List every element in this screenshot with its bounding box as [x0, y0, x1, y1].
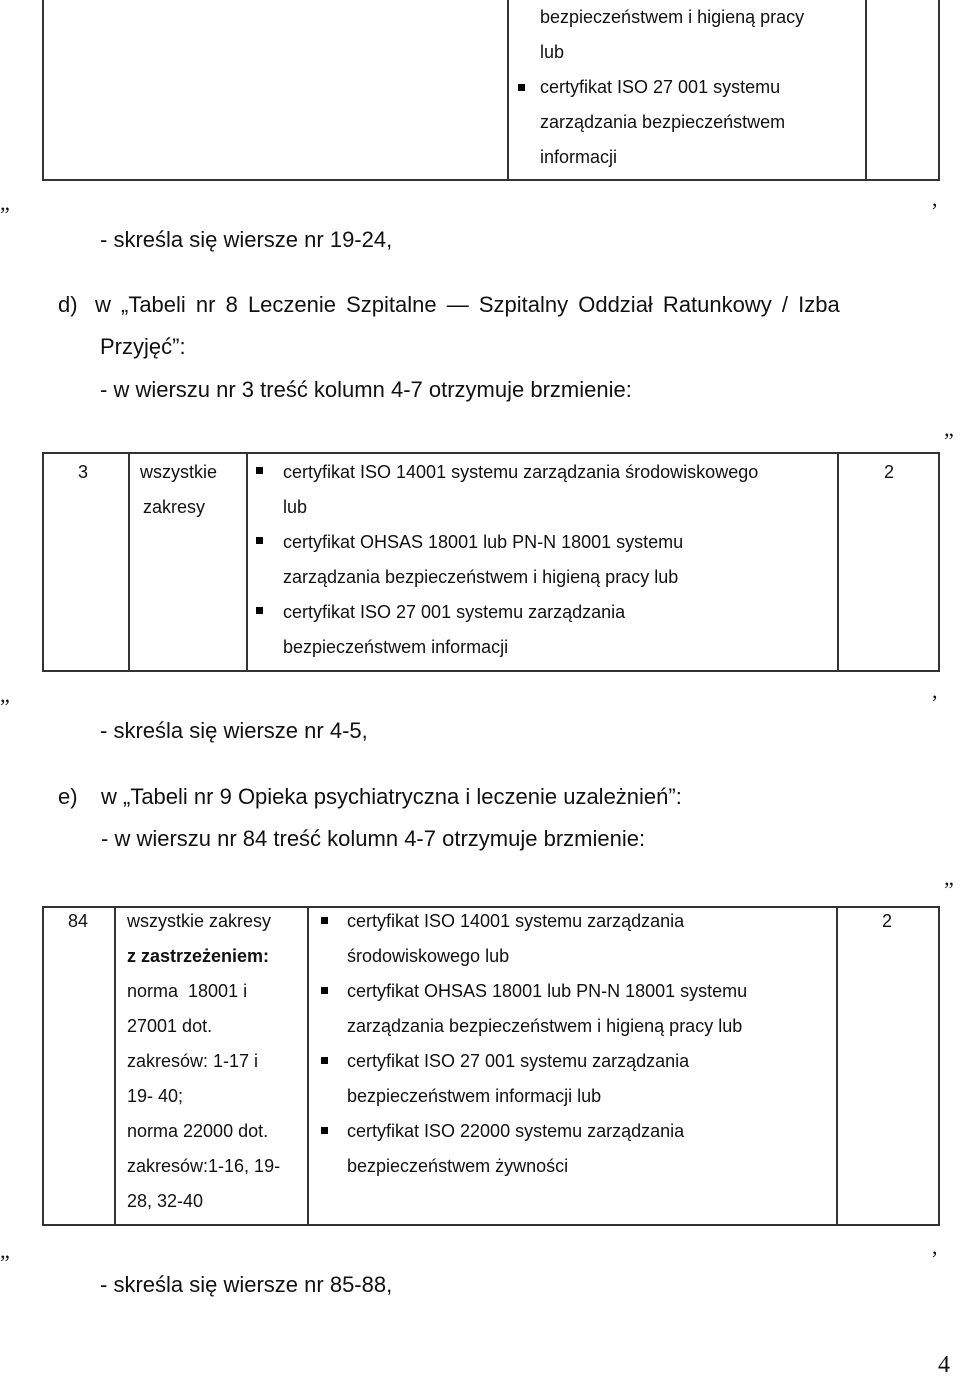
top-table-line: certyfikat ISO 27 001 systemu: [540, 70, 804, 105]
table3-line: zarządzania bezpieczeństwem i higieną pracy lub: [347, 1016, 743, 1036]
bullet-square-icon: [256, 537, 263, 544]
table3-scope-line: wszystkie zakresy: [127, 911, 272, 931]
top-table-line: bezpieczeństwem i higieną pracy: [540, 7, 805, 27]
table2-points: 2: [884, 462, 895, 482]
table3-scope: [127, 904, 280, 1219]
item-d-label: d): [58, 292, 78, 317]
bullet-square-icon: [321, 917, 328, 924]
table3-scope-line-bold: z zastrzeżeniem:: [127, 946, 270, 966]
bullet-square-icon: [256, 467, 263, 474]
paragraph-delete-rows-4-5: - skreśla się wiersze nr 4-5,: [100, 718, 368, 743]
table2-line: certyfikat OHSAS 18001 lub PN-N 18001 systemu: [283, 525, 758, 560]
paragraph-delete-rows-85-88: - skreśla się wiersze nr 85-88,: [100, 1272, 393, 1297]
table2-scope-line: wszystkie: [140, 462, 218, 482]
table3-line: certyfikat ISO 27 001 systemu zarządzania: [347, 1044, 747, 1079]
table3-line: certyfikat ISO 22000 systemu zarządzania: [347, 1114, 747, 1149]
table2-row-number: 3: [78, 462, 89, 482]
top-table-content: [540, 0, 804, 175]
close-quote-mark: ”: [944, 877, 954, 902]
table3-line: środowiskowego lub: [347, 946, 510, 966]
item-e-line2: - w wierszu nr 84 treść kolumn 4-7 otrzymuje brzmienie:: [101, 826, 646, 851]
bullet-square-icon: [518, 84, 525, 91]
close-comma-mark: ,: [932, 186, 938, 211]
bullet-square-icon: [321, 987, 328, 994]
table3-line: bezpieczeństwem informacji lub: [347, 1086, 602, 1106]
table2-line: bezpieczeństwem informacji: [283, 637, 509, 657]
item-e-line1: w „Tabeli nr 9 Opieka psychiatryczna i leczenie uzależnień”:: [101, 784, 682, 809]
top-table-line: informacji: [540, 147, 618, 167]
table3-scope-line: zakresów:1-16, 19-: [127, 1156, 281, 1176]
close-comma-mark: ,: [932, 678, 938, 703]
table3-scope-line: 27001 dot.: [127, 1016, 213, 1036]
table2-scope-line: zakresy: [143, 497, 206, 517]
bullet-square-icon: [256, 607, 263, 614]
table2-line: certyfikat ISO 27 001 systemu zarządzania: [283, 595, 758, 630]
table3-requirements: [347, 904, 747, 1184]
bullet-square-icon: [321, 1057, 328, 1064]
table2-requirements: [283, 455, 758, 665]
open-quote-mark: „: [0, 1238, 10, 1263]
close-comma-mark: ,: [932, 1234, 938, 1259]
table3-points: 2: [882, 911, 893, 931]
table3-scope-line: norma 18001 i: [127, 981, 248, 1001]
table2-scope: [140, 455, 217, 525]
open-quote-mark: „: [0, 682, 10, 707]
table2-line: lub: [283, 497, 308, 517]
paragraph-delete-rows-19-24: - skreśla się wiersze nr 19-24,: [100, 227, 393, 252]
table3-row-number: 84: [68, 911, 89, 931]
table3-scope-line: 28, 32-40: [127, 1191, 204, 1211]
table3-scope-line: zakresów: 1-17 i: [127, 1051, 259, 1071]
bullet-square-icon: [321, 1127, 328, 1134]
item-e-label: e): [58, 784, 78, 809]
top-table-line: zarządzania bezpieczeństwem: [540, 112, 786, 132]
table2-line: zarządzania bezpieczeństwem i higieną pracy lub: [283, 567, 679, 587]
table3-line: bezpieczeństwem żywności: [347, 1156, 569, 1176]
item-d-line1: w „Tabeli nr 8 Leczenie Szpitalne ― Szpitalny Oddział Ratunkowy / Izba: [95, 292, 840, 317]
item-d-line3: - w wierszu nr 3 treść kolumn 4-7 otrzymuje brzmienie:: [100, 377, 632, 402]
table3-scope-line: 19- 40;: [127, 1086, 184, 1106]
table2-line: certyfikat ISO 14001 systemu zarządzania środowiskowego: [283, 455, 758, 490]
page-number: 4: [938, 1352, 950, 1378]
table3-scope-line: norma 22000 dot.: [127, 1121, 269, 1141]
close-quote-mark: ”: [944, 428, 954, 453]
open-quote-mark: „: [0, 190, 10, 215]
table3-line: certyfikat ISO 14001 systemu zarządzania: [347, 904, 747, 939]
table3-line: certyfikat OHSAS 18001 lub PN-N 18001 systemu: [347, 974, 747, 1009]
top-table-line: lub: [540, 42, 565, 62]
item-d-line2: Przyjęć”:: [100, 334, 186, 359]
